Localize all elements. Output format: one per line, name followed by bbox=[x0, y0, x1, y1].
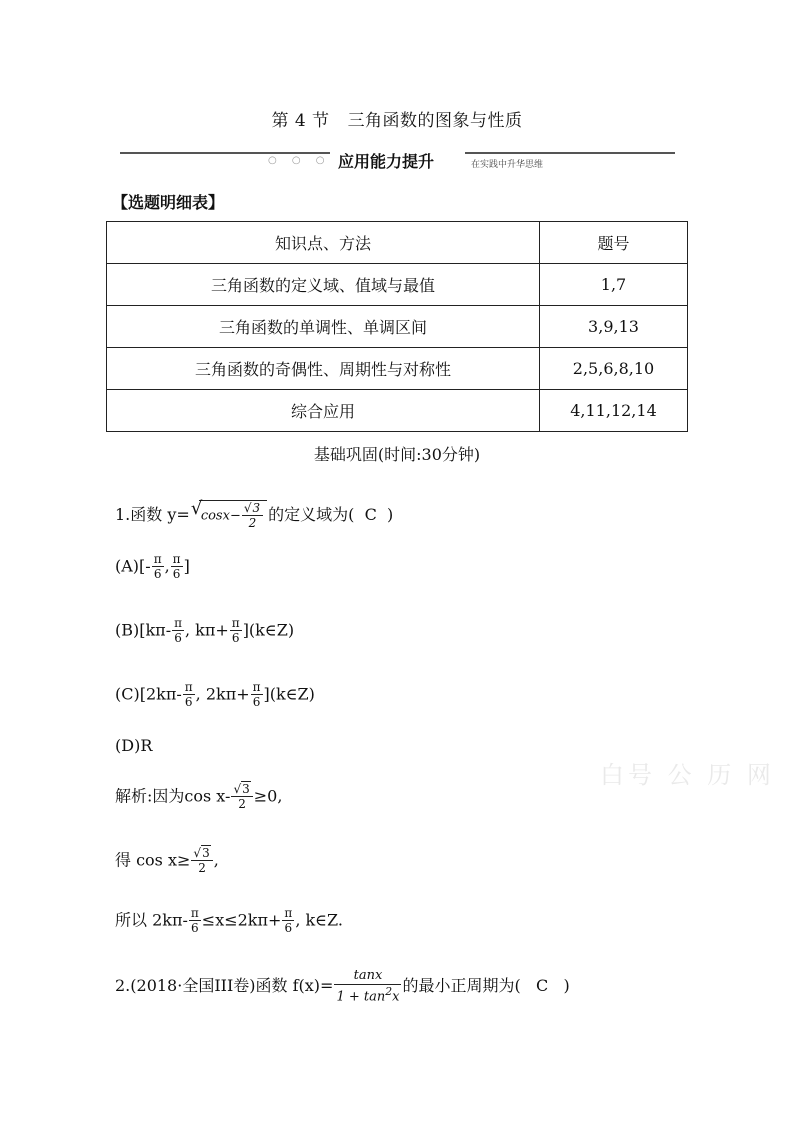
practice-subheading: 基础巩固(时间:30分钟) bbox=[313, 445, 481, 464]
q1-prefix: 1.函数 y= bbox=[115, 504, 190, 524]
fraction bbox=[282, 906, 294, 936]
section-number: 第 4 节 bbox=[271, 111, 330, 131]
frac-num: π bbox=[174, 616, 182, 630]
sqrt3-over-2: $\frac{√3}{2}$ bbox=[191, 846, 212, 876]
frac-den: 6 bbox=[189, 920, 201, 935]
frac-num: π bbox=[190, 906, 199, 920]
watermark: 白号 公 历 网 bbox=[600, 761, 775, 789]
sol3-mid: ≤x≤2kπ+ bbox=[201, 910, 282, 930]
table-cell: 三角函数的单调性、单调区间 bbox=[107, 306, 540, 348]
q2-answer: C bbox=[535, 975, 549, 995]
frac-den: 6 bbox=[152, 566, 164, 581]
sol3-text: 所以 2kπ bbox=[115, 910, 183, 930]
den-text: 1 + tan bbox=[336, 988, 386, 1004]
denominator-2: 2 bbox=[242, 515, 263, 530]
table-cell: 1,7 bbox=[540, 264, 688, 306]
frac-num: π bbox=[252, 680, 261, 694]
q1-close: ) bbox=[386, 504, 394, 524]
frac-num: π bbox=[172, 552, 181, 566]
radicand bbox=[199, 500, 267, 531]
sqrt3-digit: 3 bbox=[202, 846, 210, 860]
header-rule-left bbox=[120, 152, 330, 154]
header-rule-right bbox=[465, 152, 675, 154]
opt-a-end: ] bbox=[183, 556, 190, 576]
fraction bbox=[172, 616, 184, 646]
q1-answer: C bbox=[364, 504, 377, 524]
option-a: (A)[- $\frac{\pi}{6}$ , $\frac{\pi}{6}$ ] bbox=[115, 552, 190, 582]
sol3-end: , k∈Z. bbox=[295, 910, 343, 930]
sqrt3-digit: 3 bbox=[242, 782, 250, 796]
sqrt3-over-2: $\frac{√3}{2}$ bbox=[242, 501, 263, 531]
option-d: (D)R bbox=[115, 736, 153, 755]
table-cell: 2,5,6,8,10 bbox=[540, 348, 688, 390]
radical-sign: √ bbox=[190, 498, 203, 519]
frac-den: 6 bbox=[282, 920, 294, 935]
option-b: (B)[kπ- $\frac{\pi}{6}$ , kπ+ $\frac{\pi}{6}$ ](k∈Z) bbox=[115, 616, 295, 646]
table-cell: 3,9,13 bbox=[540, 306, 688, 348]
opt-a-comma: , bbox=[164, 556, 170, 576]
option-c: (C)[2kπ- $\frac{\pi}{6}$ , 2kπ+ $\frac{\pi}{6}$ ](k∈Z) bbox=[115, 680, 315, 710]
sqrt3-digit: 3 bbox=[252, 501, 261, 515]
table-heading: 【选题明细表】 bbox=[112, 193, 225, 212]
frac-den: 6 bbox=[172, 630, 184, 645]
section-title: 三角函数的图象与性质 bbox=[347, 111, 523, 131]
table-header-cell: 题号 bbox=[540, 222, 688, 264]
table-row bbox=[107, 348, 688, 390]
solution-line-1 bbox=[115, 782, 282, 812]
opt-c-mid: , 2kπ+ bbox=[195, 684, 250, 704]
table-row bbox=[107, 264, 688, 306]
sqrt-expression bbox=[191, 500, 267, 531]
table-header-row bbox=[107, 222, 688, 264]
q2-close: ) bbox=[563, 975, 570, 995]
fraction bbox=[171, 552, 183, 582]
sol1-text: 解析:因为cos x- bbox=[115, 786, 231, 806]
frac-num: π bbox=[153, 552, 162, 566]
sqrt3-over-2: $\frac{√3}{2}$ bbox=[231, 782, 252, 812]
tan-fraction bbox=[334, 968, 401, 1005]
table-cell: 三角函数的定义域、值域与最值 bbox=[107, 264, 540, 306]
question-1-stem bbox=[115, 500, 393, 531]
table-row bbox=[107, 390, 688, 432]
fraction bbox=[230, 616, 242, 646]
table-header-cell: 知识点、方法 bbox=[107, 222, 540, 264]
frac-den: 6 bbox=[183, 694, 195, 709]
question-2-stem bbox=[115, 968, 570, 1005]
sol1-end: ≥0, bbox=[253, 786, 283, 806]
den-var: x bbox=[392, 988, 400, 1004]
solution-line-2 bbox=[115, 846, 219, 876]
frac-den: 2 bbox=[191, 860, 212, 875]
topic-table bbox=[106, 221, 688, 432]
opt-a-label: (A)[ bbox=[115, 556, 146, 576]
frac-den bbox=[334, 984, 401, 1005]
table-cell: 4,11,12,14 bbox=[540, 390, 688, 432]
frac-num: π bbox=[284, 906, 293, 920]
fraction bbox=[183, 680, 195, 710]
section-sublabel: 在实践中升华思维 bbox=[471, 160, 544, 170]
solution-line-3: 所以 2kπ- $\frac{\pi}{6}$ ≤x≤2kπ+ $\frac{\pi}{6}$ , k∈Z. bbox=[115, 906, 343, 936]
frac-den: 6 bbox=[251, 694, 263, 709]
radicand-cos: cosx bbox=[200, 508, 230, 524]
section-label: 应用能力提升 bbox=[338, 152, 435, 171]
den-exponent: 2 bbox=[385, 984, 393, 998]
frac-num: π bbox=[231, 616, 240, 630]
table-cell: 综合应用 bbox=[107, 390, 540, 432]
minus-sign: − bbox=[229, 508, 241, 524]
table-cell: 三角函数的奇偶性、周期性与对称性 bbox=[107, 348, 540, 390]
frac-den: 2 bbox=[231, 796, 252, 811]
opt-c-end: ](k∈Z) bbox=[263, 684, 315, 704]
table-row bbox=[107, 306, 688, 348]
decorative-dots: ○ ○ ○ bbox=[268, 155, 331, 166]
frac-num: tanx bbox=[353, 968, 383, 983]
q2-suffix: 的最小正周期为( bbox=[402, 975, 521, 995]
opt-b-end: ](k∈Z) bbox=[242, 620, 295, 640]
frac-num: π bbox=[184, 680, 193, 694]
sol2-text: 得 cos x≥ bbox=[115, 850, 191, 870]
frac-den: 6 bbox=[171, 566, 183, 581]
frac-den: 6 bbox=[230, 630, 242, 645]
page-title bbox=[0, 106, 794, 131]
opt-b-label: (B)[kπ bbox=[115, 620, 166, 640]
fraction bbox=[251, 680, 263, 710]
opt-c-label: (C)[2kπ bbox=[115, 684, 177, 704]
q1-suffix: 的定义域为( bbox=[268, 504, 355, 524]
q2-prefix: 2.(2018·全国III卷)函数 f(x)= bbox=[115, 975, 334, 995]
opt-b-mid: , kπ+ bbox=[185, 620, 229, 640]
fraction bbox=[152, 552, 164, 582]
sol2-end: , bbox=[213, 850, 219, 870]
fraction bbox=[189, 906, 201, 936]
